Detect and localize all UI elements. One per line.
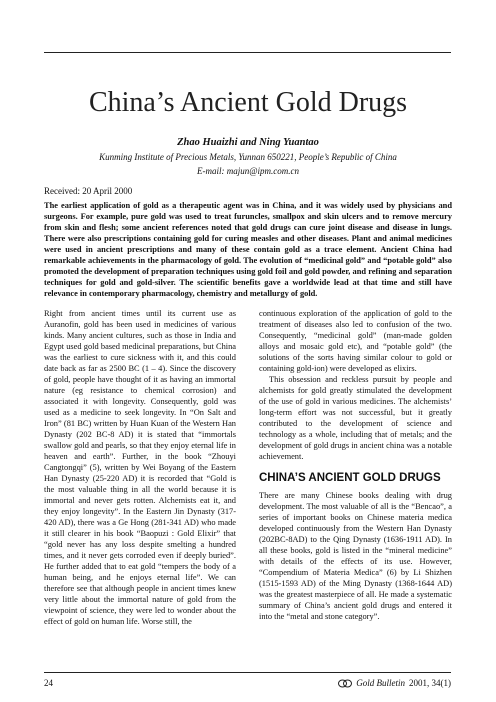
affiliation: Kunming Institute of Precious Metals, Yunnan 650221, People’s Republic of China — [99, 152, 397, 162]
received-date: Received: 20 April 2000 — [44, 186, 133, 196]
body-paragraph: This obsession and reckless pursuit by people and alchemists for gold greatly stimulated the development of the use of gold in various medicines. The alchemists’ long-term effort was not successful, but it greatly contributed to the development of science and technology as a whole, including that of metals; and the development of gold drugs in ancient china was a notable achievement. — [259, 375, 452, 461]
abstract: The earliest application of gold as a therapeutic agent was in China, and it was widely used by physicians and surgeons. For example, pure gold was used to treat furuncles, smallpox and skin ulcers and to remove mercury from skin and flesh; some ancient references noted that gold drugs can cure joint disease and disease in lungs. There were also prescriptions containing gold for curing measles and other diseases. Plant and animal medicines were used in ancient prescriptions and many of these contain gold as a trace element. Ancient China had remarkable achievements in the pharmacology of gold. The evolution of “medicinal gold” and “potable gold” also promoted the development of preparation techniques using gold foil and gold powder, and refining and separation techniques for gold and gold-silver. The scientific benefits gave a worldwide lead at that time and still have relevance in contemporary pharmacology, chemistry and metallurgy of gold. — [44, 201, 452, 298]
body-paragraph: There are many Chinese books dealing with drug development. The most valuable of all is the “Bencao”, a series of important books on Chinese materia medica developed continuously from the Western Han Dynasty (202BC-8AD) to the Qing Dynasty (1636-1911 AD). In all these books, gold is listed in the “mineral medicine” with details of the effects of its use. However, “Compendium of Materia Medica” (6) by Li Shizhen (1515-1593 AD) of the Ming Dynasty (1368-1644 AD) was the greatest masterpiece of all. He made a systematic summary of China’s ancient gold drugs and entered it into the “metal and stone category”. — [259, 491, 452, 621]
body-column-left — [44, 308, 236, 627]
authors: Zhao Huaizhi and Ning Yuantao — [177, 137, 319, 148]
section-heading: CHINA’S ANCIENT GOLD DRUGS — [259, 472, 441, 484]
page-number: 24 — [44, 678, 53, 688]
body-paragraph: Right from ancient times until its current use as Auranofin, gold has been used in medicines of various kinds. Many ancient cultures, such as those in India and Egypt used gold based medicinal preparations, but China was the earliest to cure sickness with it, and this could date back as far as 2500 BC (1 – 4). Since the discovery of gold, people have thought of it as having an immortal nature (eg resistance to chemical corrosion) and associated it with longevity. Consequently, gold was used as a medicine to seek longevity. In “On Salt and Iron” (81 BC) written by Huan Kuan of the Western Han Dynasty (202 BC-8 AD) it is stated that “immortals swallow gold and pearls, so that they enjoy eternal life in heaven and earth”. Further, in the book “Zhouyi Cangtongqi” (5), written by Wei Boyang of the Eastern Han Dynasty (25-220 AD) it is recorded that “Gold is the most valuable thing in all the world because it is immortal and never gets rotten. Alchemists eat it, and they enjoy longevity”. In the Eastern Jin Dynasty (317-420 AD), there was a Ge Hong (281-341 AD) who made it still clearer in his book “Baopuzi : Gold Elixir” that “gold never has any loss despite smelting a hundred times, and it never gets corroded even if deeply buried”. He further added that to eat gold “tempers the body of a human being, and he enjoys eternal life”. We can therefore see that although people in ancient times knew very little about the immortal nature of gold from the viewpoint of science, they were led to wonder about the effect of gold on human life. Worse still, the — [44, 309, 236, 626]
top-rule — [44, 52, 451, 53]
journal-issue: 2001, 34(1) — [409, 678, 451, 688]
journal-citation — [338, 678, 451, 688]
body-paragraph: continuous exploration of the application of gold to the treatment of diseases also led to confusion of the two. Consequently, “medicinal gold” (man-made golden alloys and mosaic gold etc), and “potable gold” (the solutions of the sorts having similar colour to gold or containing gold-ion) were developed as elixirs. — [259, 309, 452, 373]
article-title: China’s Ancient Gold Drugs — [88, 87, 408, 118]
gold-bulletin-logo-icon — [338, 679, 352, 688]
journal-name: Gold Bulletin — [356, 678, 405, 688]
footer-rule — [44, 672, 451, 673]
author-email: E-mail: majun@ipm.com.cn — [196, 166, 299, 176]
body-column-right — [259, 308, 452, 622]
